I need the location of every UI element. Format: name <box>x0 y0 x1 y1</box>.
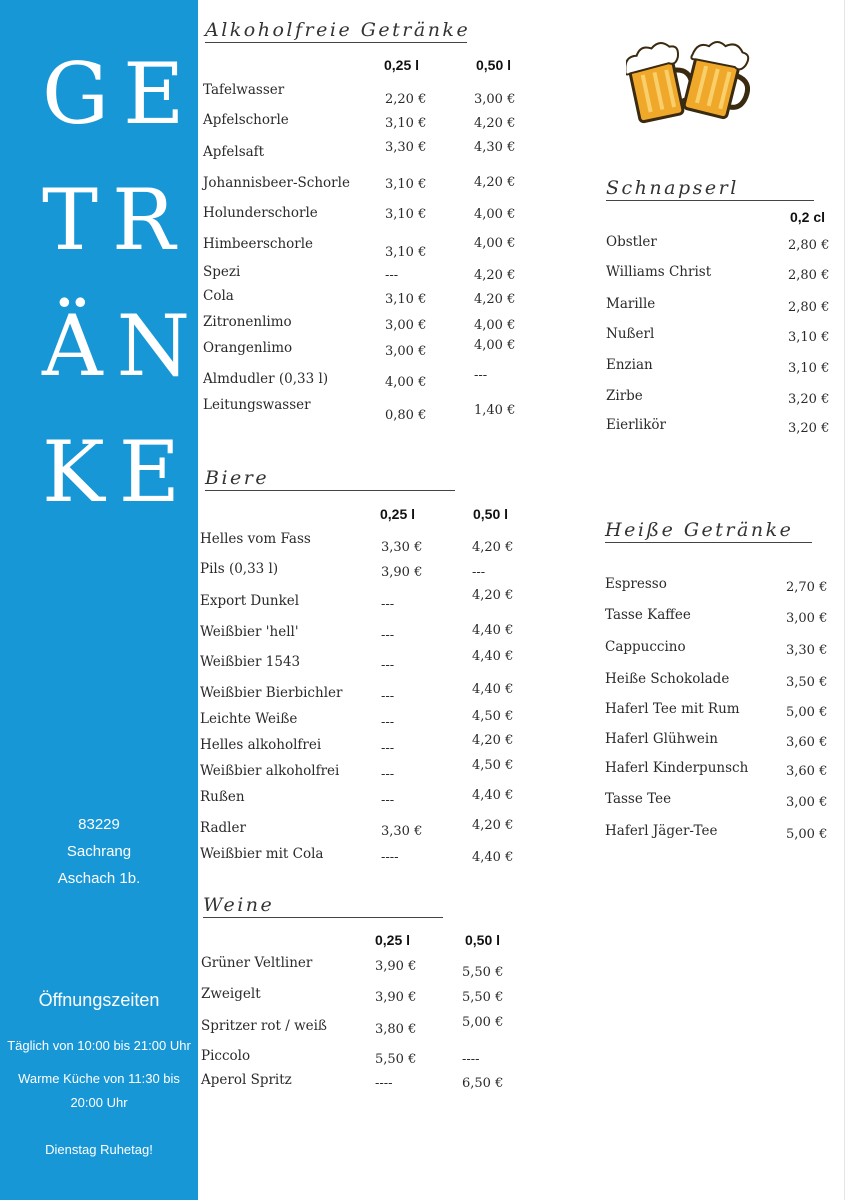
item-price-large: 3,00 € <box>474 92 516 107</box>
item-name: Tasse Tee <box>605 791 672 807</box>
item-price-small: 3,00 € <box>385 318 427 333</box>
item-name: Zitronenlimo <box>203 314 292 330</box>
item-price-small: 3,10 € <box>788 330 830 345</box>
item-name: Rußen <box>200 789 245 805</box>
address-street: Aschach 1b. <box>57 870 141 887</box>
big-title-row: GE <box>42 45 199 143</box>
item-price-small: --- <box>381 597 395 612</box>
item-name: Leitungswasser <box>203 397 311 413</box>
item-price-large: --- <box>474 368 488 383</box>
item-name: Weißbier mit Cola <box>200 846 324 862</box>
item-price-large: 4,20 € <box>474 292 516 307</box>
item-price-small: 3,00 € <box>385 344 427 359</box>
address-zip: 83229 <box>78 816 120 833</box>
col-header-02cl: 0,2 cl <box>790 209 826 225</box>
item-price-large: 4,50 € <box>472 709 514 724</box>
item-price-small: 3,50 € <box>786 675 828 690</box>
item-name: Marille <box>606 296 656 312</box>
item-price-small: --- <box>381 628 395 643</box>
item-price-small: 3,10 € <box>385 207 427 222</box>
item-price-small: --- <box>381 658 395 673</box>
item-price-large: 4,20 € <box>472 818 514 833</box>
item-name: Heiße Schokolade <box>605 671 730 687</box>
item-price-small: 3,20 € <box>788 392 830 407</box>
item-name: Apfelsaft <box>203 144 265 160</box>
col-header-050: 0,50 l <box>476 57 512 73</box>
item-price-large: ---- <box>462 1052 480 1067</box>
item-price-small: 3,90 € <box>375 959 417 974</box>
item-price-large: 4,40 € <box>472 682 514 697</box>
item-name: Espresso <box>605 576 667 592</box>
item-price-large: 4,00 € <box>474 207 516 222</box>
item-name: Helles vom Fass <box>200 531 311 547</box>
item-price-small: --- <box>381 793 395 808</box>
item-name: Leichte Weiße <box>200 711 298 727</box>
item-name: Almdudler (0,33 l) <box>203 371 329 387</box>
item-name: Zweigelt <box>201 986 261 1002</box>
item-price-small: 2,80 € <box>788 300 830 315</box>
item-price-large: 4,20 € <box>474 116 516 131</box>
item-price-large: 4,00 € <box>474 236 516 251</box>
item-price-large: 4,00 € <box>474 338 516 353</box>
item-price-small: 3,20 € <box>788 421 830 436</box>
opening-hours-title: Öffnungszeiten <box>38 990 160 1010</box>
item-price-large: 5,50 € <box>462 965 504 980</box>
item-name: Cappuccino <box>605 639 686 655</box>
item-price-large: 5,00 € <box>462 1015 504 1030</box>
section-title-schnapserl: Schnapserl <box>606 176 814 201</box>
item-price-small: 3,10 € <box>385 245 427 260</box>
item-price-large: 4,30 € <box>474 140 516 155</box>
item-price-small: --- <box>381 689 395 704</box>
item-name: Tafelwasser <box>203 82 285 98</box>
item-name: Aperol Spritz <box>201 1072 292 1088</box>
section-title-biere: Biere <box>205 466 455 491</box>
item-price-small: --- <box>381 741 395 756</box>
col-header-050: 0,50 l <box>473 506 509 522</box>
item-price-small: 3,30 € <box>381 824 423 839</box>
beer-mugs-icon <box>626 34 750 130</box>
big-title-row: KE <box>42 423 195 521</box>
item-name: Piccolo <box>201 1048 251 1064</box>
item-price-small: 2,20 € <box>385 92 427 107</box>
item-name: Apfelschorle <box>203 112 289 128</box>
kitchen-hours-line: Warme Küche von 11:30 bis <box>18 1071 180 1086</box>
item-name: Grüner Veltliner <box>201 955 313 971</box>
item-name: Cola <box>203 288 234 304</box>
item-price-small: 3,30 € <box>381 540 423 555</box>
item-price-small: 2,70 € <box>786 580 828 595</box>
item-price-small: 3,10 € <box>788 361 830 376</box>
item-price-large: 4,40 € <box>472 623 514 638</box>
kitchen-hours-line: 20:00 Uhr <box>70 1095 128 1110</box>
item-price-large: 4,20 € <box>472 588 514 603</box>
item-price-small: 3,90 € <box>375 990 417 1005</box>
item-price-small: 3,80 € <box>375 1022 417 1037</box>
item-price-large: 1,40 € <box>474 403 516 418</box>
item-price-large: --- <box>472 565 486 580</box>
opening-hours-line: Täglich von 10:00 bis 21:00 Uhr <box>7 1038 191 1053</box>
item-name: Williams Christ <box>606 264 712 280</box>
item-price-large: 4,20 € <box>474 268 516 283</box>
item-name: Haferl Jäger-Tee <box>605 823 718 839</box>
page-edge <box>844 0 845 1200</box>
closed-day-line: Dienstag Ruhetag! <box>45 1142 153 1157</box>
col-header-025: 0,25 l <box>384 57 420 73</box>
address <box>0 811 198 892</box>
item-name: Eierlikör <box>606 417 667 433</box>
section-title-weine: Weine <box>203 893 443 918</box>
col-header-025: 0,25 l <box>380 506 416 522</box>
item-price-small: 3,10 € <box>385 177 427 192</box>
item-name: Radler <box>200 820 246 836</box>
item-name: Obstler <box>606 234 657 250</box>
section-title-alkoholfrei: Alkoholfreie Getränke <box>205 19 471 41</box>
item-name: Spritzer rot / weiß <box>201 1018 327 1034</box>
item-price-small: 3,00 € <box>786 611 828 626</box>
col-header-050: 0,50 l <box>465 932 501 948</box>
col-header-025: 0,25 l <box>375 932 411 948</box>
item-price-large: 4,40 € <box>472 649 514 664</box>
item-name: Weißbier alkoholfrei <box>200 763 340 779</box>
item-price-small: 3,60 € <box>786 764 828 779</box>
item-price-small: ---- <box>375 1076 393 1091</box>
item-price-small: 5,00 € <box>786 827 828 842</box>
big-title-row: ÄN <box>42 297 205 395</box>
item-name: Johannisbeer-Schorle <box>203 175 350 191</box>
item-price-large: 4,50 € <box>472 758 514 773</box>
item-price-small: 3,10 € <box>385 116 427 131</box>
item-price-large: 4,20 € <box>472 540 514 555</box>
item-price-small: 3,60 € <box>786 735 828 750</box>
item-name: Haferl Glühwein <box>605 731 718 747</box>
item-price-large: 4,40 € <box>472 850 514 865</box>
item-name: Holunderschorle <box>203 205 318 221</box>
item-price-large: 4,20 € <box>472 733 514 748</box>
item-price-small: 3,30 € <box>385 140 427 155</box>
item-price-small: --- <box>385 268 399 283</box>
item-name: Weißbier 1543 <box>200 654 301 670</box>
item-name: Haferl Tee mit Rum <box>605 701 740 717</box>
item-name: Spezi <box>203 264 241 280</box>
big-title-row: TR <box>42 171 190 269</box>
item-price-large: 4,20 € <box>474 175 516 190</box>
item-price-small: 5,50 € <box>375 1052 417 1067</box>
item-price-small: 3,90 € <box>381 565 423 580</box>
item-price-large: 5,50 € <box>462 990 504 1005</box>
item-name: Enzian <box>606 357 653 373</box>
item-name: Haferl Kinderpunsch <box>605 760 749 776</box>
item-price-small: --- <box>381 715 395 730</box>
item-name: Pils (0,33 l) <box>200 561 279 577</box>
big-title <box>0 45 205 556</box>
item-price-large: 4,00 € <box>474 318 516 333</box>
item-name: Nußerl <box>606 326 655 342</box>
item-name: Orangenlimo <box>203 340 293 356</box>
item-price-small: --- <box>381 767 395 782</box>
item-price-small: ---- <box>381 850 399 865</box>
item-price-small: 0,80 € <box>385 408 427 423</box>
item-price-small: 4,00 € <box>385 375 427 390</box>
sidebar <box>0 0 205 1200</box>
section-title-heisse-getraenke: Heiße Getränke <box>605 518 812 543</box>
item-name: Tasse Kaffee <box>605 607 691 623</box>
item-name: Weißbier 'hell' <box>200 624 299 640</box>
item-name: Helles alkoholfrei <box>200 737 322 753</box>
item-price-small: 3,00 € <box>786 795 828 810</box>
item-name: Weißbier Bierbichler <box>200 685 343 701</box>
item-price-small: 2,80 € <box>788 238 830 253</box>
address-town: Sachrang <box>66 843 132 860</box>
item-price-small: 3,30 € <box>786 643 828 658</box>
item-price-large: 6,50 € <box>462 1076 504 1091</box>
item-name: Zirbe <box>606 388 643 404</box>
item-name: Export Dunkel <box>200 593 300 609</box>
item-name: Himbeerschorle <box>203 236 314 252</box>
item-price-small: 2,80 € <box>788 268 830 283</box>
item-price-large: 4,40 € <box>472 788 514 803</box>
item-price-small: 3,10 € <box>385 292 427 307</box>
item-price-small: 5,00 € <box>786 705 828 720</box>
